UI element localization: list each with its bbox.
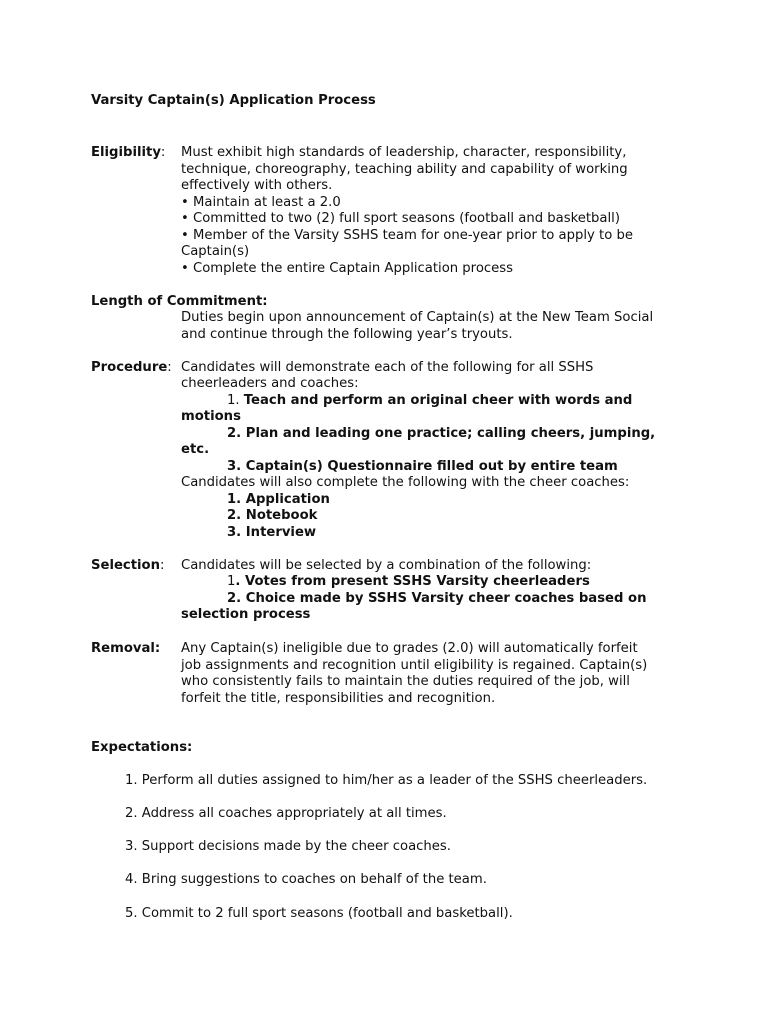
selection-item-2: 2. Choice made by SSHS Varsity cheer coaches based on [227, 591, 647, 606]
procedure-intro-line: cheerleaders and coaches: [181, 376, 359, 391]
bullet-icon: • [181, 261, 189, 276]
eligibility-item [181, 195, 341, 212]
eligibility-intro-line: technique, choreography, teaching ability and capability of working [181, 162, 628, 177]
selection-intro: Candidates will be selected by a combination of the following: [181, 558, 592, 573]
commitment-line: and continue through the following year’s tryouts. [181, 327, 513, 342]
selection-item-number: 1 [227, 574, 236, 589]
procedure-item-3: 3. Captain(s) Questionnaire filled out by entire team [227, 459, 618, 474]
expectation-item: 4. Bring suggestions to coaches on behalf of the team. [125, 872, 487, 887]
expectation-item: 2. Address all coaches appropriately at all times. [125, 806, 447, 821]
removal-line: who consistently fails to maintain the duties required of the job, will [181, 674, 630, 689]
procedure-item-continuation: motions [181, 409, 241, 424]
procedure-item-1 [227, 393, 632, 410]
bullet-icon: • [181, 195, 189, 210]
expectation-item: 5. Commit to 2 full sport seasons (football and basketball). [125, 906, 513, 921]
procedure-intro-line: Candidates will demonstrate each of the following for all SSHS [181, 360, 594, 375]
eligibility-item-text: Committed to two (2) full sport seasons (football and basketball) [192, 211, 620, 226]
removal-label: Removal: [91, 641, 161, 656]
eligibility-item-text: Member of the Varsity SSHS team for one-year prior to apply to be [192, 228, 633, 243]
procedure-item-text: Teach and perform an original cheer with words and [243, 393, 633, 408]
procedure-list-item: 1. Application [227, 492, 330, 507]
eligibility-intro-line: effectively with others. [181, 178, 333, 193]
eligibility-colon: : [160, 145, 166, 160]
removal-line: job assignments and recognition until eligibility is regained. Captain(s) [181, 658, 648, 673]
procedure-also-line: Candidates will also complete the following with the cheer coaches: [181, 475, 630, 490]
bullet-icon: • [181, 228, 189, 243]
selection-heading [91, 558, 164, 575]
bullet-icon: • [181, 211, 189, 226]
eligibility-label: Eligibility [91, 145, 161, 160]
selection-label: Selection [91, 558, 160, 573]
procedure-colon: : [167, 360, 172, 375]
procedure-item-2: 2. Plan and leading one practice; calling cheers, jumping, [227, 426, 656, 441]
eligibility-heading [91, 145, 165, 162]
eligibility-item-text: Maintain at least a 2.0 [192, 195, 341, 210]
eligibility-item-continuation: Captain(s) [181, 244, 250, 259]
selection-item-continuation: selection process [181, 607, 311, 622]
procedure-label: Procedure [91, 360, 168, 375]
eligibility-item [181, 228, 633, 245]
expectation-item: 1. Perform all duties assigned to him/her as a leader of the SSHS cheerleaders. [125, 773, 648, 788]
removal-line: forfeit the title, responsibilities and recognition. [181, 691, 496, 706]
procedure-list-item: 3. Interview [227, 525, 317, 540]
selection-item-text: . Votes from present SSHS Varsity cheerleaders [235, 574, 590, 589]
eligibility-item [181, 211, 620, 228]
removal-line: Any Captain(s) ineligible due to grades (2.0) will automatically forfeit [181, 641, 638, 656]
procedure-heading [91, 360, 172, 377]
selection-colon: : [160, 558, 165, 573]
commitment-line: Duties begin upon announcement of Captain(s) at the New Team Social [181, 310, 654, 325]
procedure-item-continuation: etc. [181, 442, 210, 457]
expectation-item: 3. Support decisions made by the cheer coaches. [125, 839, 451, 854]
expectations-label: Expectations: [91, 740, 193, 755]
eligibility-item-text: Complete the entire Captain Application process [192, 261, 513, 276]
eligibility-item [181, 261, 513, 278]
selection-item-1 [227, 574, 590, 591]
procedure-list-item: 2. Notebook [227, 508, 318, 523]
commitment-label: Length of Commitment: [91, 294, 268, 309]
eligibility-intro-line: Must exhibit high standards of leadership, character, responsibility, [181, 145, 627, 160]
procedure-item-number: 1. [227, 393, 240, 408]
document-title: Varsity Captain(s) Application Process [91, 93, 376, 108]
